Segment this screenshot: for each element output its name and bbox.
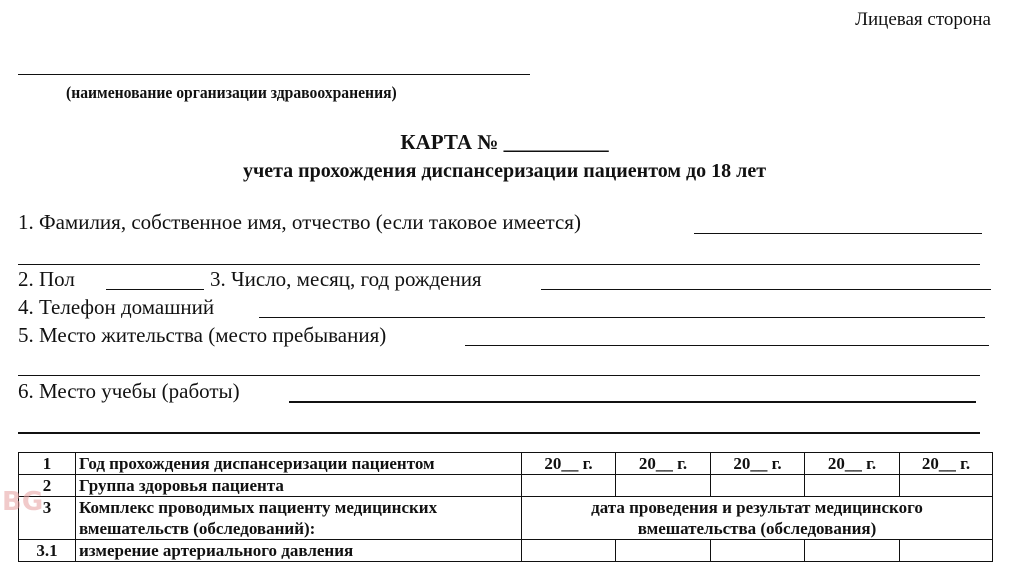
entry-cell[interactable] <box>805 475 900 497</box>
entry-cell[interactable] <box>522 540 616 562</box>
field-phone-input-line[interactable] <box>259 295 985 318</box>
field-study-work-label: 6. Место учебы (работы) <box>18 379 240 403</box>
field-full-name-label: 1. Фамилия, собственное имя, отчество (если таковое имеется) <box>18 210 581 234</box>
row-number: 2 <box>19 475 76 497</box>
entry-cell[interactable] <box>900 475 993 497</box>
entry-cell[interactable] <box>805 540 900 562</box>
merged-header-cell: дата проведения и результат медицинского вмешательства (обследования) <box>522 497 993 540</box>
row-label: Группа здоровья пациента <box>76 475 522 497</box>
table-row <box>19 475 993 497</box>
card-subtitle: учета прохождения диспансеризации пациентом до 18 лет <box>242 160 767 182</box>
entry-cell[interactable] <box>711 540 805 562</box>
field-study-work-extra-line[interactable] <box>18 410 980 434</box>
entry-cell[interactable] <box>711 475 805 497</box>
year-cell[interactable]: 20__ г. <box>522 453 616 475</box>
row-label: Комплекс проводимых пациенту медицинских вмешательств (обследований): <box>76 497 522 540</box>
row-label: измерение артериального давления <box>76 540 522 562</box>
field-study-work-input-line[interactable] <box>289 379 976 403</box>
table-row <box>19 497 993 540</box>
table-row <box>19 453 993 475</box>
field-full-name-input-line[interactable] <box>694 211 982 234</box>
table-row <box>19 540 993 562</box>
field-residence-label: 5. Место жительства (место пребывания) <box>18 323 387 347</box>
entry-cell[interactable] <box>616 540 711 562</box>
year-cell[interactable]: 20__ г. <box>805 453 900 475</box>
organization-name-line <box>18 74 530 75</box>
year-cell[interactable]: 20__ г. <box>616 453 711 475</box>
field-residence-extra-line[interactable] <box>18 353 980 376</box>
field-birthdate-input-line[interactable] <box>541 267 991 290</box>
field-sex-label: 2. Пол <box>18 267 75 291</box>
year-cell[interactable]: 20__ г. <box>900 453 993 475</box>
year-cell[interactable]: 20__ г. <box>711 453 805 475</box>
row-number: 1 <box>19 453 76 475</box>
field-residence-input-line[interactable] <box>465 323 989 346</box>
entry-cell[interactable] <box>900 540 993 562</box>
row-number: 3.1 <box>19 540 76 562</box>
entry-cell[interactable] <box>616 475 711 497</box>
field-phone-label: 4. Телефон домашний <box>18 295 215 319</box>
organization-caption: (наименование организации здравоохранения) <box>66 83 397 102</box>
dispensary-table <box>18 452 993 562</box>
row-number: 3 <box>19 497 76 540</box>
watermark-text: BG <box>2 487 44 517</box>
card-title: КАРТА № __________ <box>400 130 609 154</box>
row-label: Год прохождения диспансеризации пациентом <box>76 453 522 475</box>
field-birthdate-label: 3. Число, месяц, год рождения <box>210 267 482 291</box>
side-label: Лицевая сторона <box>855 9 991 30</box>
entry-cell[interactable] <box>522 475 616 497</box>
field-sex-input-line[interactable] <box>106 267 204 290</box>
field-full-name-extra-line[interactable] <box>18 242 980 265</box>
